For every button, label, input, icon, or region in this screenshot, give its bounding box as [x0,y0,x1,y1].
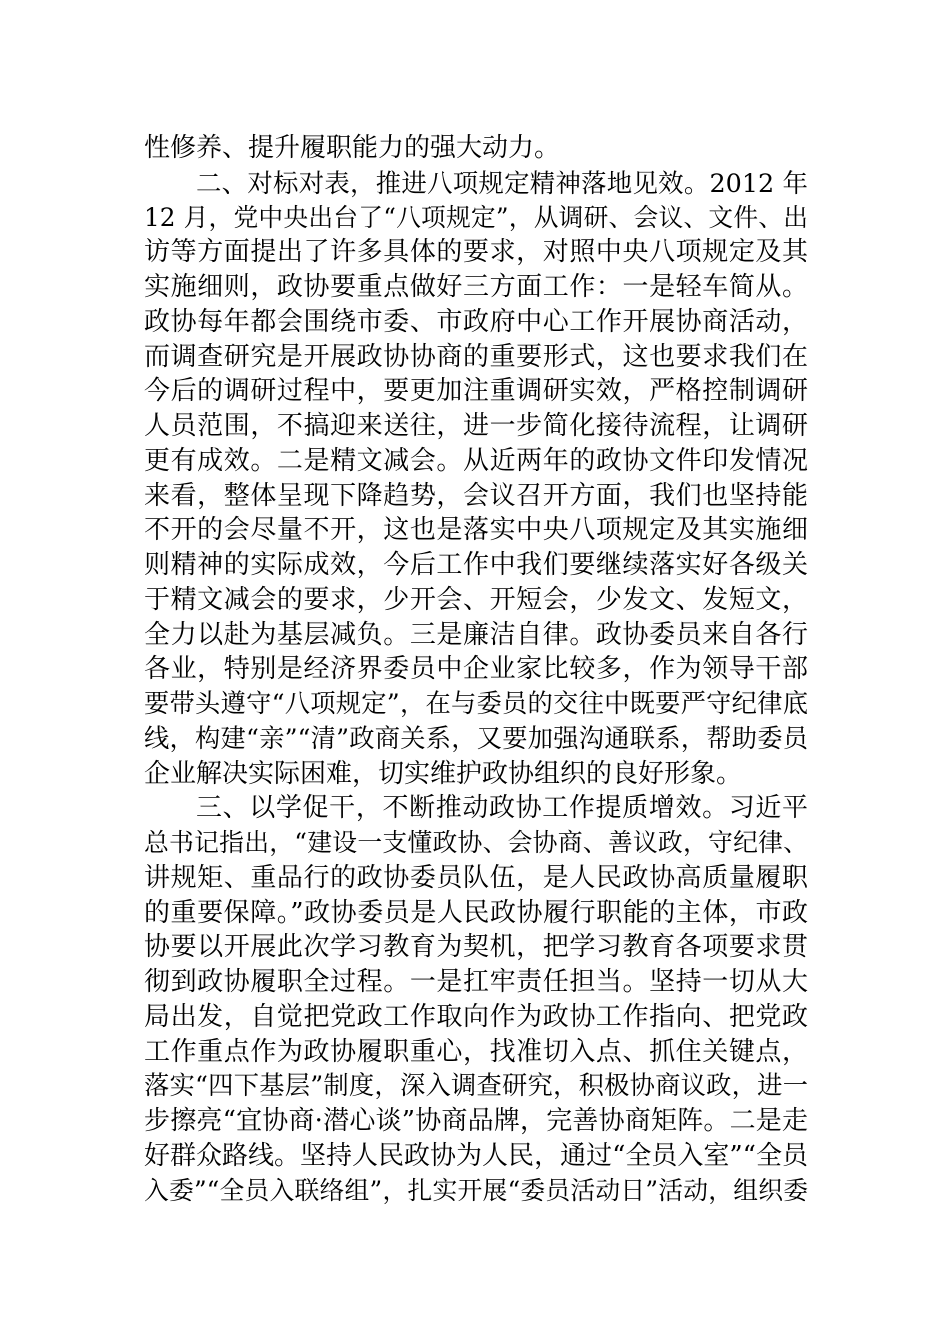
text-line: 于精文减会的要求，少开会、开短会，少发文、发短文， [144,584,808,615]
text-line: 企业解决实际困难，切实维护政协组织的良好形象。 [144,758,743,789]
text-line: 彻到政协履职全过程。一是扛牢责任担当。坚持一切从大 [144,967,808,997]
text-line: 要带头遵守“八项规定”，在与委员的交往中既要严守纪律底 [144,689,808,718]
text-line: 步擦亮“宜协商·潜心谈”协商品牌，完善协商矩阵。二是走 [144,1106,808,1136]
text-line: 实施细则，政协要重点做好三方面工作：一是轻车简从。 [144,272,808,302]
text-line: 各业，特别是经济界委员中企业家比较多，作为领导干部 [144,654,808,685]
text-line: 好群众路线。坚持人民政协为人民，通过“全员入室”“全员 [144,1140,808,1171]
text-line: 人员范围，不搞迎来送往，进一步简化接待流程，让调研 [144,411,808,441]
document-body [144,131,808,1208]
text-line: 政协每年都会围绕市委、市政府中心工作开展协商活动， [144,306,808,337]
text-line: 性修养、提升履职能力的强大动力。 [144,133,561,163]
text-line: 今后的调研过程中，要更加注重调研实效，严格控制调研 [144,376,808,407]
text-line: 落实“四下基层”制度，深入调查研究，积极协商议政，进一 [144,1071,808,1101]
text-line: 讲规矩、重品行的政协委员队伍，是人民政协高质量履职 [144,862,808,893]
text-line: 来看，整体呈现下降趋势，会议召开方面，我们也坚持能 [144,480,808,511]
text-line: 的重要保障。”政协委员是人民政协履行职能的主体，市政 [144,897,808,928]
text-line: 不开的会尽量不开，这也是落实中央八项规定及其实施细 [144,515,808,546]
text-line: 三、以学促干，不断推动政协工作提质增效。习近平 [196,793,808,824]
text-line: 协要以开展此次学习教育为契机，把学习教育各项要求贯 [144,932,808,963]
text-line: 则精神的实际成效，今后工作中我们要继续落实好各级关 [144,550,808,580]
text-line: 二、对标对表，推进八项规定精神落地见效。2012 年 [196,167,808,198]
text-line: 线，构建“亲”“清”政商关系，又要加强沟通联系，帮助委员 [144,723,808,753]
text-line: 12 月，党中央出台了“八项规定”，从调研、会议、文件、出 [144,202,808,232]
text-line: 访等方面提出了许多具体的要求，对照中央八项规定及其 [144,237,808,268]
text-line: 更有成效。二是精文减会。从近两年的政协文件印发情况 [144,445,808,476]
text-line: 工作重点作为政协履职重心，找准切入点、抓住关键点， [144,1036,808,1067]
text-line: 全力以赴为基层减负。三是廉洁自律。政协委员来自各行 [144,619,808,650]
text-line: 入委”“全员入联络组”，扎实开展“委员活动日”活动，组织委 [144,1175,808,1205]
text-line: 局出发，自觉把党政工作取向作为政协工作指向、把党政 [144,1001,808,1032]
text-line: 而调查研究是开展政协协商的重要形式，这也要求我们在 [144,341,808,372]
text-line: 总书记指出，“建设一支懂政协、会协商、善议政，守纪律、 [144,828,808,857]
